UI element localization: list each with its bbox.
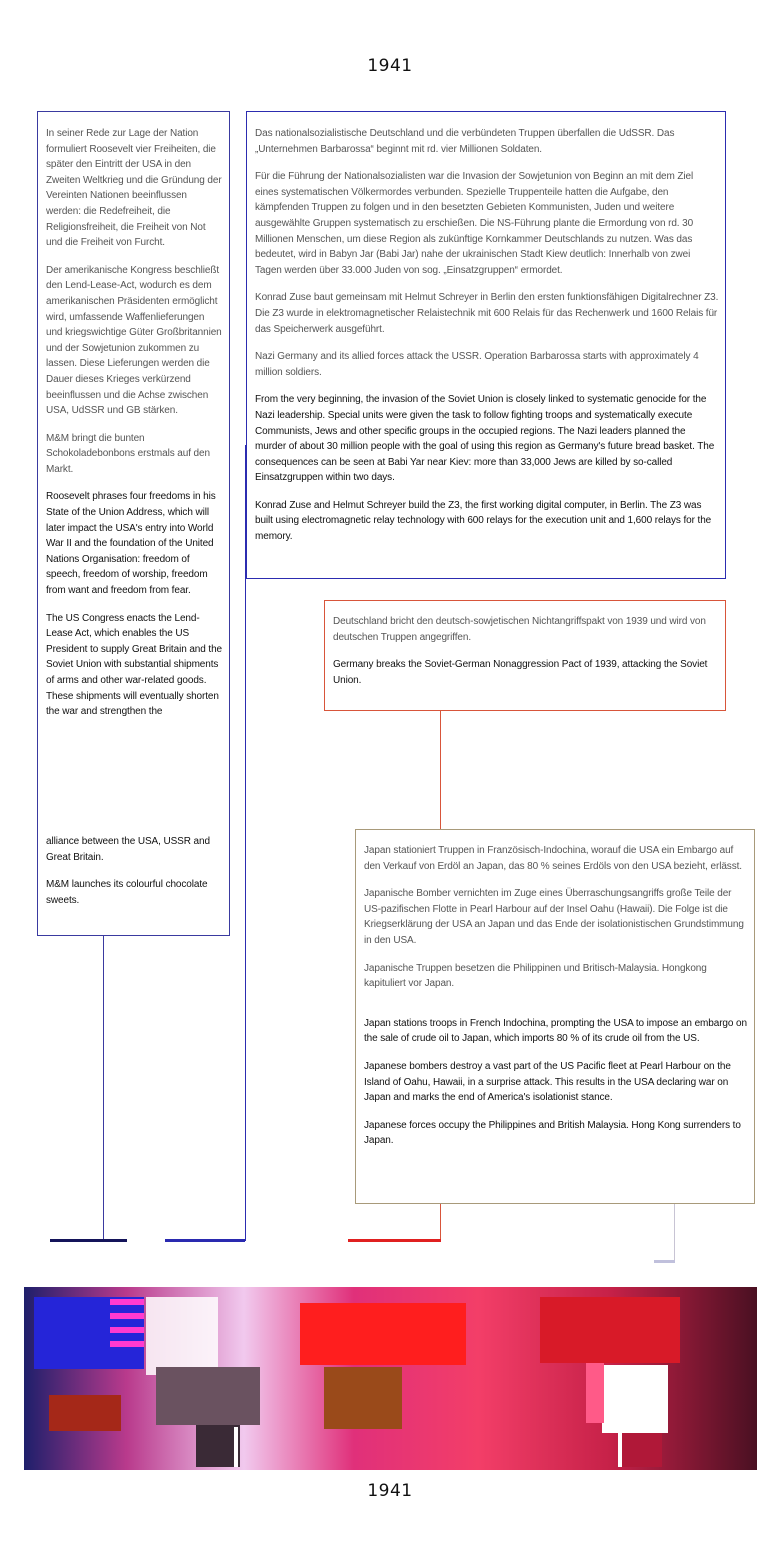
- usa-timeline-bar: [50, 1239, 127, 1242]
- japan-timeline-bar: [654, 1260, 675, 1263]
- pact-connector-line-lower: [440, 1204, 441, 1241]
- japan-de-para-3: Japanische Truppen besetzen die Philippinen und Britisch-Malaysia. Hongkong kapituliert vor Japan.: [364, 962, 707, 990]
- ussr-de-para-1: Das nationalsozialistische Deutschland und die verbündeten Truppen überfallen die UdSSR. Das „Unternehmen Barbarossa“ beginnt mit rd. vier Millionen Soldaten.: [255, 128, 675, 155]
- usa-en-para-2-cont: alliance between the USA, USSR and Great Britain.: [46, 836, 210, 863]
- usa-events-box: [37, 111, 230, 936]
- japan-en-para-1: Japan stations troops in French Indochina, prompting the USA to impose an embargo on the sale of crude oil to Japan, which imports 80 % of its crude oil from the US.: [364, 1017, 747, 1045]
- pact-box: [324, 600, 726, 711]
- usa-en-para-3: M&M launches its colourful chocolate sweets.: [46, 879, 208, 906]
- year-heading-top: 1941: [367, 56, 413, 76]
- usa-de-para-2: Der amerikanische Kongress beschließt den Lend-Lease-Act, wodurch es dem amerikanischen Präsidenten ermöglicht wird, umfassende Waffenlieferungen und kriegswichtige Güter Großbritannien und der Sowjetunion zukommen zu lassen. Diese Lieferungen werden die Dauer dieses Krieges verkürzend beeinflussen und die Achse zwischen USA, UdSSR und GB stärken.: [46, 264, 222, 417]
- ussr-de-para-2: Für die Führung der Nationalsozialisten war die Invasion der Sowjetunion von Beginn an mit dem Ziel eines systematischen Völkermordes verbunden. Spezielle Truppenteile hatten die Aufgabe, den kämpfenden Truppen zu folgen und in den besetzten Gebieten Kommunisten, Juden und weitere ausgewählte Gruppen systematisch zu erschießen. Die NS-Führung plante die Ermordung von rd. 30 Millionen Menschen, um diese Region als zukünftige Kornkammer Deutschlands zu nutzen. Was das bedeutet, wird in Babyn Jar (Babi Jar) nahe der ukrainischen Stadt Kiew deutlich: Innerhalb von zwei Tagen werden über 33.000 Juden von sog. „Einsatzgruppen“ ermordet.: [255, 171, 694, 276]
- ussr-en-para-1: From the very beginning, the invasion of the Soviet Union is closely linked to systematic genocide for the Nazi leadership. Special units were given the task to follow fighting troops and systematically execute Communists, Jews and other specific groups in the occupied regions. The Nazi leaders planned the murder of about 30 million people with the goal of using this region as Germany's future bread basket. The consequences can be seen at Babi Yar near Kiev: more than 33,000 Jews are killed by so-called Einsatzgruppen within two days.: [255, 394, 715, 484]
- pact-timeline-bar: [348, 1239, 441, 1242]
- ussr-de-para-3: Konrad Zuse baut gemeinsam mit Helmut Schreyer in Berlin den ersten funktionsfähigen Digitalrechner Z3. Die Z3 wurde in elektromagnetischer Relaistechnik mit 600 Relais für das Rechenwerk und 1600 Relais für das Speicherwerk ausgeführt.: [255, 292, 719, 335]
- japan-en-para-3: Japanese forces occupy the Philippines and British Malaysia. Hong Kong surrenders to Japan.: [364, 1119, 741, 1147]
- japan-de-para-1: Japan stationiert Truppen in Französisch-Indochina, worauf die USA ein Embargo auf den Verkauf von Erdöl an Japan, das 80 % seines Erdöls von den USA bezieht, erlässt.: [364, 845, 742, 872]
- japan-connector-line: [674, 1204, 675, 1262]
- usa-de-para-3: M&M bringt die bunten Schokoladebonbons erstmals auf den Markt.: [46, 432, 210, 475]
- ussr-en-para-2: Konrad Zuse and Helmut Schreyer build the Z3, the first working digital computer, in Berlin. The Z3 was built using electromagnetic relay technology with 600 relays for the execution unit and 1,600 relays for the memory.: [255, 499, 712, 543]
- usa-de-para-1: In seiner Rede zur Lage der Nation formuliert Roosevelt vier Freiheiten, die später den Eintritt der USA in den Zweiten Weltkrieg und die Gründung der Vereinten Nationen beeinflussen werden: die Redefreiheit, die Religionsfreiheit, die Freiheit von Not und die Freiheit von Furcht.: [46, 128, 222, 249]
- year-heading-bottom: 1941: [367, 1481, 413, 1501]
- usa-connector-line: [103, 936, 104, 1241]
- pact-de: Deutschland bricht den deutsch-sowjetischen Nichtangriffspakt von 1939 und wird von deutschen Truppen angegriffen.: [333, 616, 706, 643]
- ussr-timeline-bar: [165, 1239, 245, 1242]
- japan-de-para-2: Japanische Bomber vernichten im Zuge eines Überraschungsangriffs große Teile der US-pazifischen Flotte in Pearl Harbour auf der Insel Oahu (Hawaii). Die Folge ist die Kriegserklärung der USA an Japan und das Ende der isolationistischen Grundstimmung in den USA.: [364, 888, 744, 946]
- abstract-color-banner: [24, 1287, 757, 1470]
- ussr-en-intro: Nazi Germany and its allied forces attack the USSR. Operation Barbarossa starts with approximately 4 million soldiers.: [255, 351, 699, 378]
- usa-en-para-2: The US Congress enacts the Lend-Lease Act, which enables the US President to supply Great Britain and the Soviet Union with substantial shipments of arms and other war-related goods. These shipments will eventually shorten the war and strengthen the: [46, 612, 223, 718]
- japan-box: [355, 829, 755, 1204]
- ussr-invasion-box: [246, 111, 726, 579]
- pact-en: Germany breaks the Soviet-German Nonaggression Pact of 1939, attacking the Soviet Union.: [333, 659, 708, 686]
- pact-connector-line: [440, 711, 441, 829]
- ussr-connector-line: [245, 445, 246, 1241]
- japan-en-para-2: Japanese bombers destroy a vast part of the US Pacific fleet at Pearl Harbour on the Island of Oahu, Hawaii, in a surprise attack. This results in the USA declaring war on Japan and marks the end of America's isolationist stance.: [364, 1060, 731, 1104]
- usa-en-para-1: Roosevelt phrases four freedoms in his State of the Union Address, which will later impact the USA's entry into World War II and the foundation of the United Nations Organisation: freedom of speech, freedom of worship, freedom from want and freedom from fear.: [46, 491, 216, 597]
